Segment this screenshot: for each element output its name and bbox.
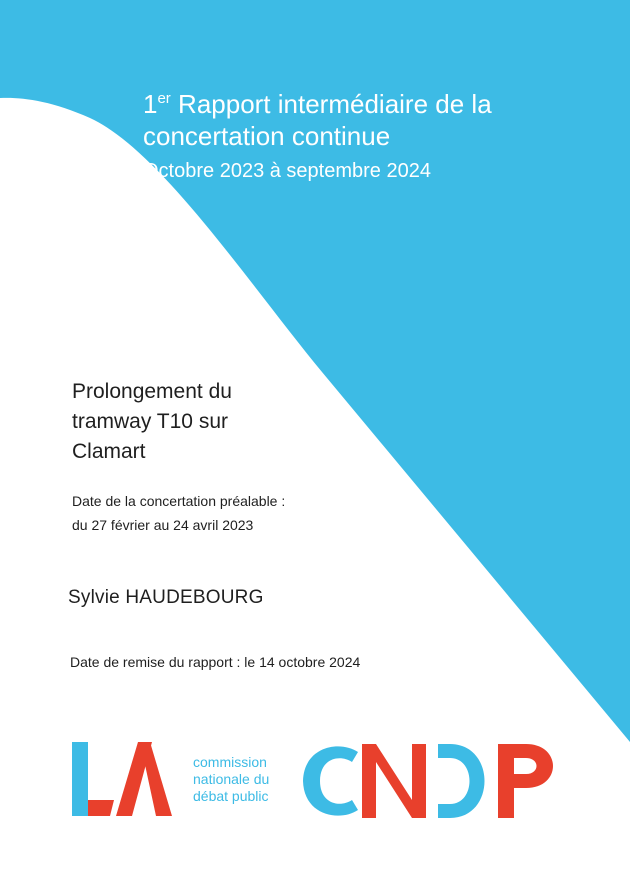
cndp-p xyxy=(498,744,553,818)
title-ordinal: 1 xyxy=(143,89,158,119)
report-title xyxy=(143,88,603,152)
prior-consultation-dates xyxy=(72,489,372,537)
la-logo xyxy=(70,740,175,820)
project-line2: tramway T10 sur xyxy=(72,410,228,433)
title-line1: Rapport intermédiaire de la xyxy=(170,89,492,119)
cndp-logo xyxy=(300,742,558,820)
la-logo-l-stem xyxy=(72,742,88,816)
cndp-d xyxy=(438,744,485,818)
title-block xyxy=(143,88,603,184)
author-name: Sylvie HAUDEBOURG xyxy=(68,587,264,608)
cndp-c xyxy=(303,746,358,815)
title-ordinal-suffix: er xyxy=(157,90,171,107)
cndp-n xyxy=(362,744,426,818)
submission-date: Date de remise du rapport : le 14 octobre 2024 xyxy=(70,654,361,670)
prior-consultation-label: Date de la concertation préalable : xyxy=(72,493,286,509)
report-period: Octobre 2023 à septembre 2024 xyxy=(143,160,431,182)
project-name xyxy=(72,377,312,467)
la-logo-a-right xyxy=(144,742,172,816)
project-line3: Clamart xyxy=(72,440,146,463)
logo-text-line3: débat public xyxy=(193,788,269,804)
logo-wordmark xyxy=(193,754,269,805)
project-line1: Prolongement du xyxy=(72,380,232,403)
title-line2: concertation continue xyxy=(143,121,391,151)
logo-text-line2: nationale du xyxy=(193,771,270,787)
la-logo-l-foot xyxy=(88,800,114,816)
prior-consultation-range: du 27 février au 24 avril 2023 xyxy=(72,517,254,533)
logo-text-line1: commission xyxy=(193,754,267,770)
